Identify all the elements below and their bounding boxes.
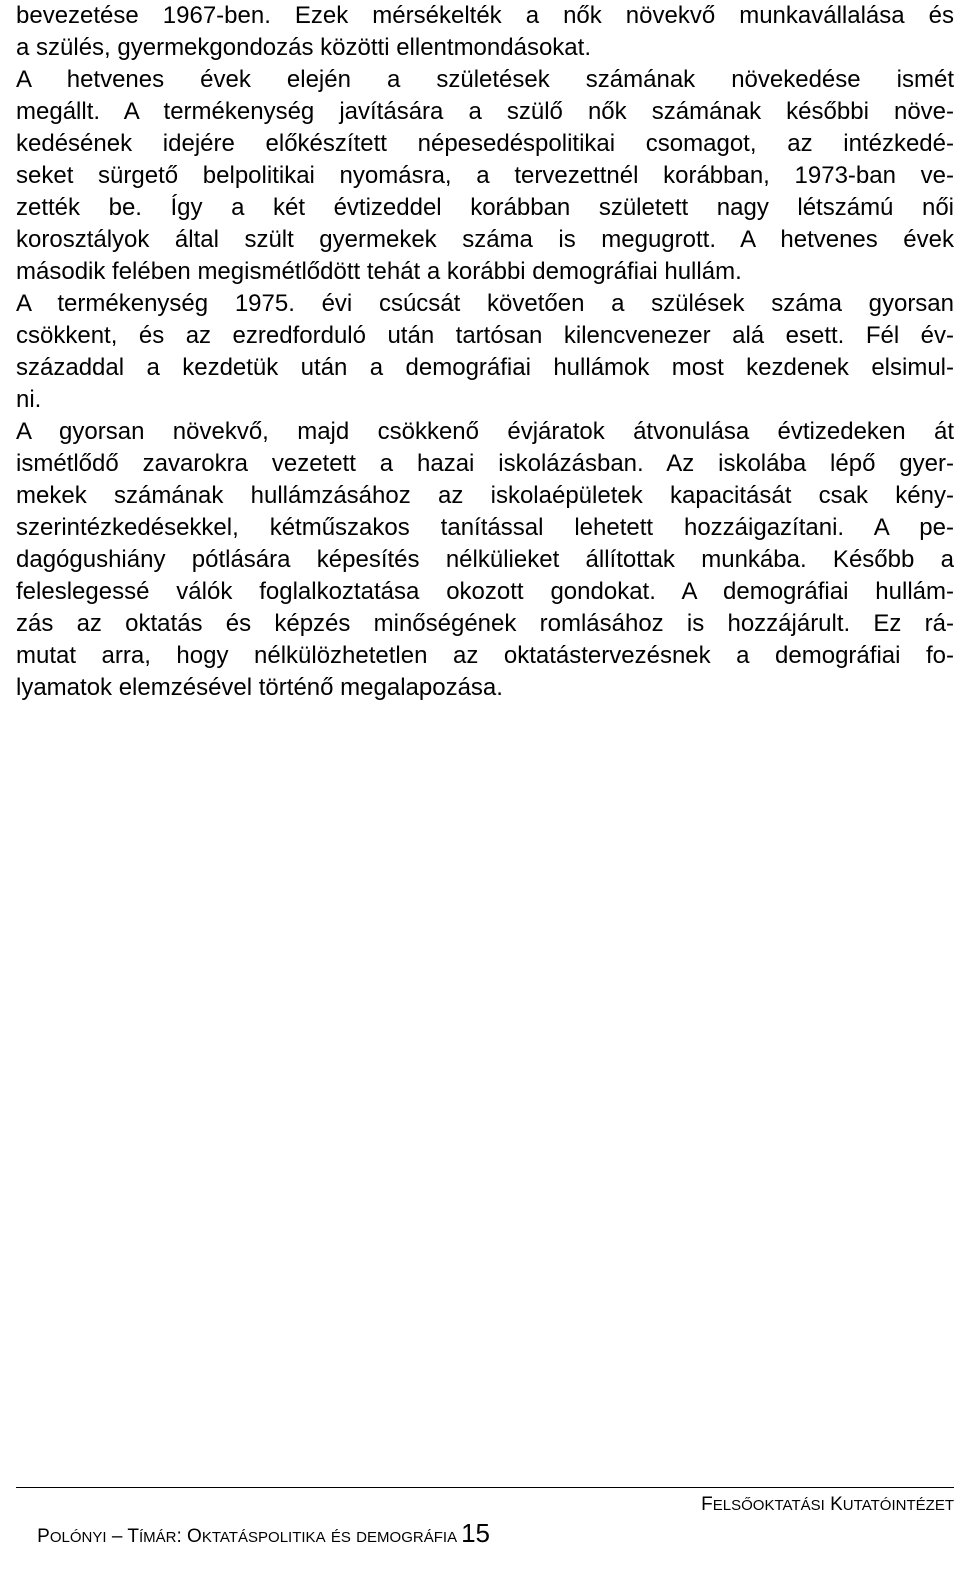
text-line: kedésének idejére előkészített népesedéspolitikai csomagot, az intézkedé-: [16, 130, 954, 157]
text-line: századdal a kezdetük után a demográfiai hullámok most kezdenek elsimul-: [16, 354, 954, 381]
text-line: A gyorsan növekvő, majd csökkenő évjáratok átvonulása évtizedeken át: [16, 418, 954, 445]
text-line: lyamatok elemzésével történő megalapozása.: [16, 674, 503, 701]
text-line: ismétlődő zavarokra vezetett a hazai iskolázásban. Az iskolába lépő gyer-: [16, 450, 954, 477]
footer-title: POLÓNYI – TÍMÁR: OKTATÁSPOLITIKA ÉS DEMOGRÁFIA: [37, 1526, 458, 1547]
text-line: A termékenység 1975. évi csúcsát követően a szülések száma gyorsan: [16, 290, 954, 317]
text-line: a szülés, gyermekgondozás közötti ellentmondásokat.: [16, 34, 591, 61]
text-line: ni.: [16, 386, 42, 413]
text-line: zás az oktatás és képzés minőségének romlásához is hozzájárult. Ez rá-: [16, 610, 954, 637]
text-line: második felében megismétlődött tehát a korábbi demográfiai hullám.: [16, 258, 742, 285]
text-line: korosztályok által szült gyermekek száma is megugrott. A hetvenes évek: [16, 226, 954, 253]
text-line: A hetvenes évek elején a születések számának növekedése ismét: [16, 66, 954, 93]
footer-publisher: FELSŐOKTATÁSI KUTATÓINTÉZET: [701, 1494, 954, 1515]
document-body: [16, 0, 954, 704]
footer-divider: [16, 1487, 954, 1488]
text-line: csökkent, és az ezredforduló után tartósan kilencvenezer alá esett. Fél év-: [16, 322, 954, 349]
text-line: dagógushiány pótlására képesítés nélkülieket állítottak munkába. Később a: [16, 546, 954, 573]
footer-left: [16, 1491, 490, 1580]
text-line: bevezetése 1967-ben. Ezek mérsékelték a nők növekvő munkavállalása és: [16, 2, 954, 29]
text-line: feleslegessé válók foglalkoztatása okozott gondokat. A demográfiai hullám-: [16, 578, 954, 605]
text-line: seket sürgető belpolitikai nyomásra, a tervezettnél korábban, 1973-ban ve-: [16, 162, 954, 189]
page-number: 15: [461, 1518, 491, 1548]
text-line: mekek számának hullámzásához az iskolaépületek kapacitását csak kény-: [16, 482, 954, 509]
text-line: szerintézkedésekkel, kétműszakos tanítással lehetett hozzáigazítani. A pe-: [16, 514, 954, 541]
text-line: zették be. Így a két évtizeddel korábban született nagy létszámú női: [16, 194, 954, 221]
page-footer: [16, 1491, 954, 1548]
text-line: megállt. A termékenység javítására a szülő nők számának későbbi növe-: [16, 98, 954, 125]
text-line: mutat arra, hogy nélkülözhetetlen az oktatástervezésnek a demográfiai fo-: [16, 642, 954, 669]
